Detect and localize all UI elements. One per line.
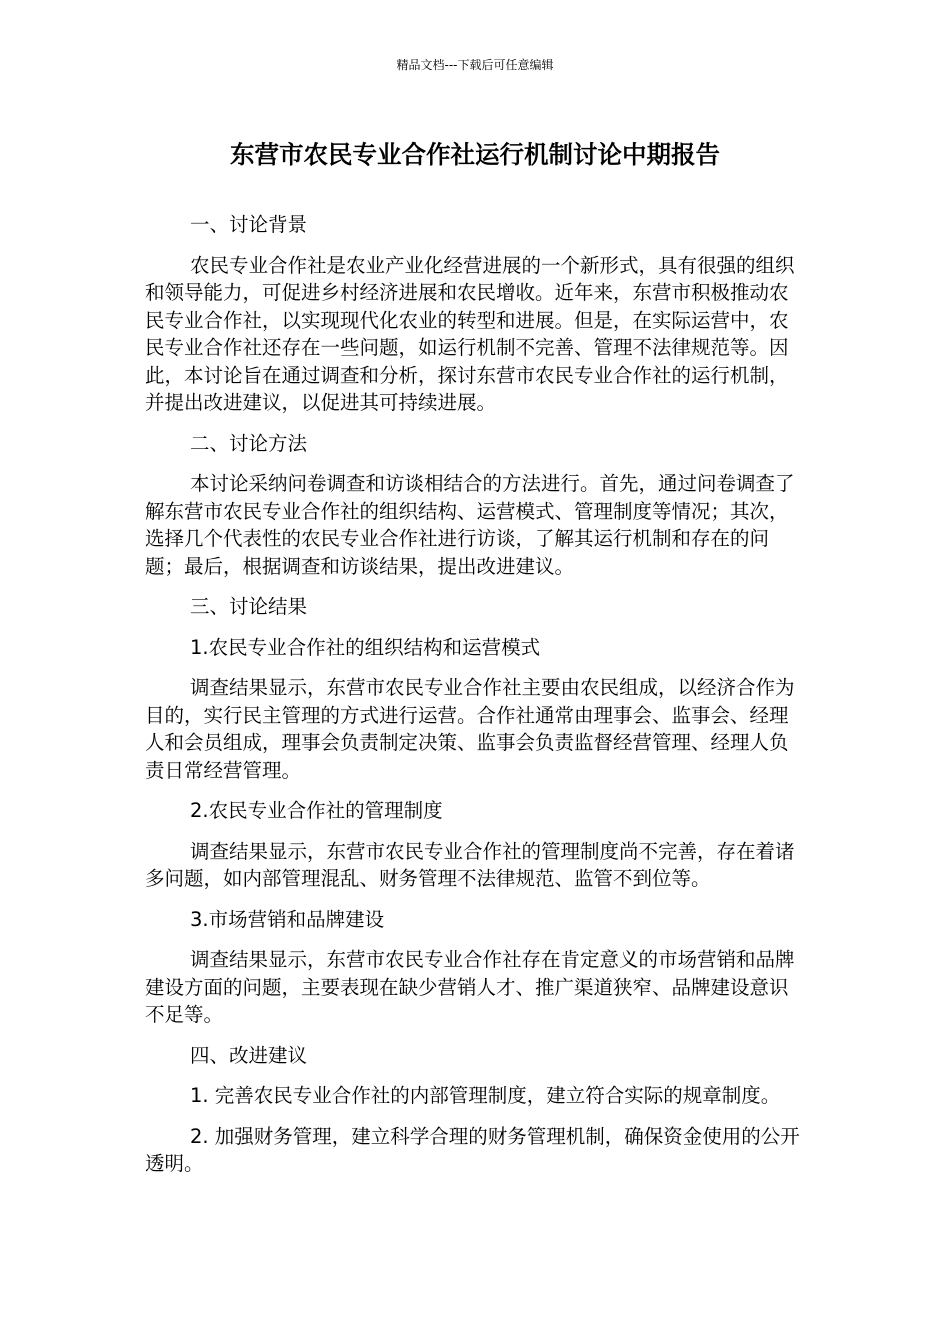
paragraph-management: 调查结果显示，东营市农民专业合作社的管理制度尚不完善，存在着诸多问题，如内部管理混乱、财务管理不法律规范、监管不到位等。 [145, 839, 795, 890]
paragraph-method: 本讨论采纳问卷调查和访谈相结合的方法进行。首先，通过问卷调查了解东营市农民专业合作社的组织结构、运营模式、管理制度等情况；其次，选择几个代表性的农民专业合作社进行访谈，了解其运行机制和存在的问题；最后，根据调查和访谈结果，提出改进建议。 [145, 472, 795, 578]
subheading-marketing: 3.市场营销和品牌建设 [190, 907, 385, 931]
paragraph-marketing: 调查结果显示，东营市农民专业合作社存在肯定意义的市场营销和品牌建设方面的问题，主要表现在缺少营销人才、推广渠道狭窄、品牌建设意识不足等。 [145, 948, 795, 1026]
section-heading-suggestions: 四、改进建议 [190, 1043, 308, 1067]
suggestion-item: 2. 加强财务管理，建立科学合理的财务管理机制，确保资金使用的公开透明。 [145, 1124, 800, 1175]
document-title: 东营市农民专业合作社运行机制讨论中期报告 [230, 140, 720, 169]
section-heading-method: 二、讨论方法 [190, 431, 308, 455]
section-heading-background: 一、讨论背景 [190, 213, 308, 236]
page-header-note: 精品文档---下载后可任意编辑 [396, 58, 554, 72]
subheading-management: 2.农民专业合作社的管理制度 [190, 799, 443, 822]
document-body [145, 211, 807, 1191]
subheading-organization: 1.农民专业合作社的组织结构和运营模式 [190, 635, 541, 659]
section-heading-results: 三、讨论结果 [190, 595, 308, 618]
paragraph-organization: 调查结果显示，东营市农民专业合作社主要由农民组成，以经济合作为目的，实行民主管理的方式进行运营。合作社通常由理事会、监事会、经理人和会员组成，理事会负责制定决策、监事会负责监督经营管理、经理人负责日常经营管理。 [145, 676, 795, 782]
paragraph-background: 农民专业合作社是农业产业化经营进展的一个新形式，具有很强的组织和领导能力，可促进乡村经济进展和农民增收。近年来，东营市积极推动农民专业合作社，以实现现代化农业的转型和进展。但是，在实际运营中，农民专业合作社还存在一些问题，如运行机制不完善、管理不法律规范等。因此，本讨论旨在通过调查和分析，探讨东营市农民专业合作社的运行机制，并提出改进建议，以促进其可持续进展。 [145, 253, 795, 414]
suggestion-item: 1. 完善农民专业合作社的内部管理制度，建立符合实际的规章制度。 [190, 1084, 781, 1107]
